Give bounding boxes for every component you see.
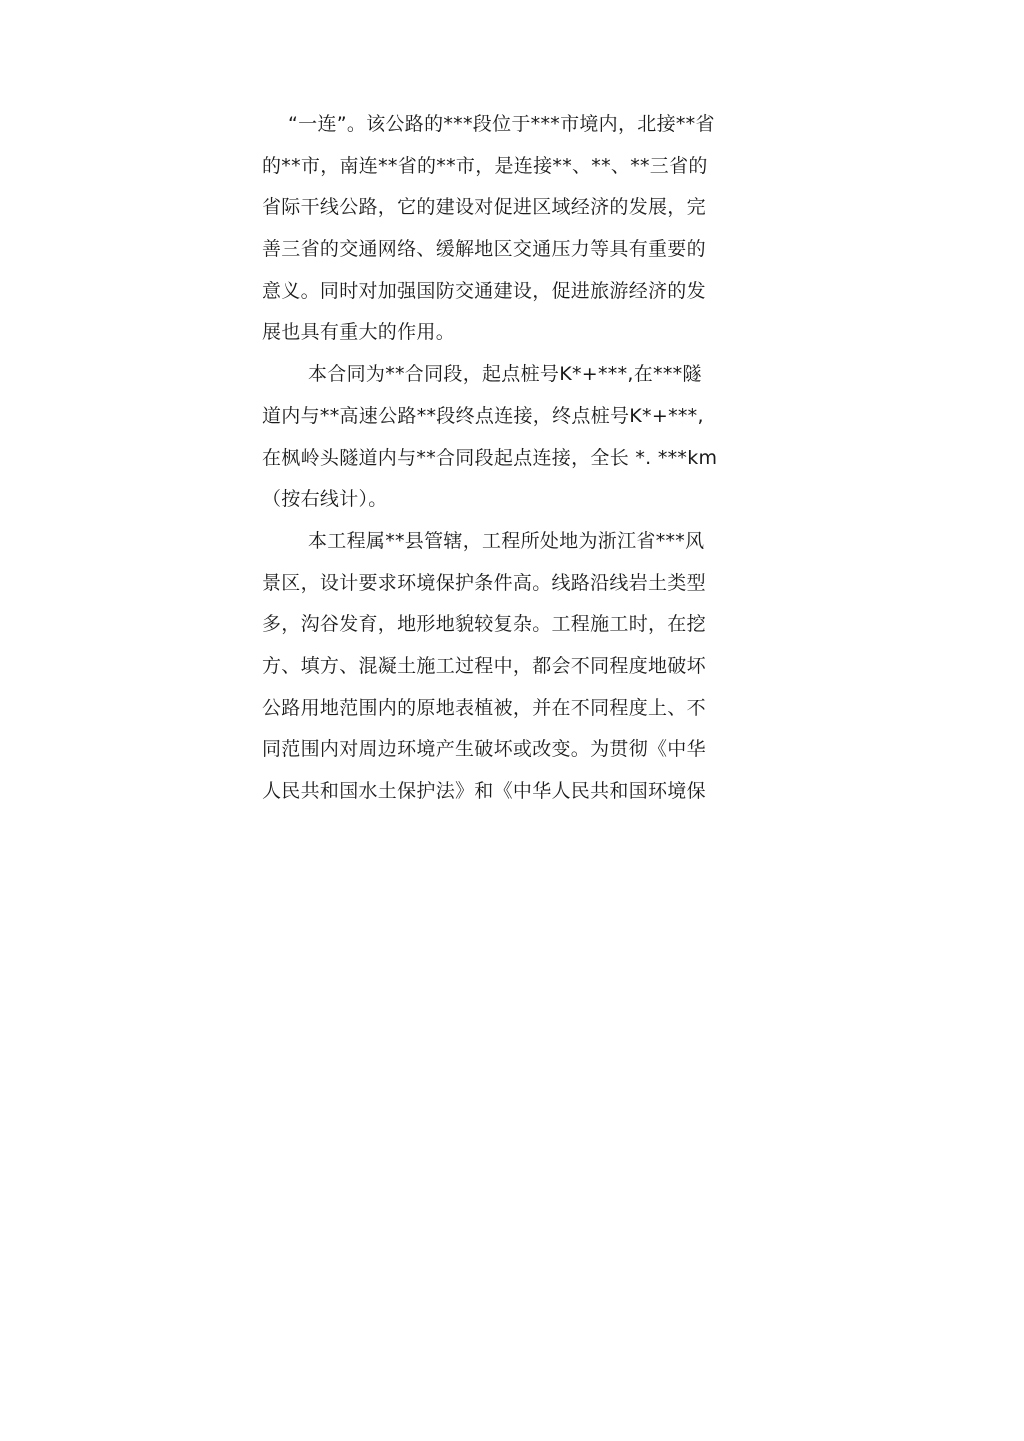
paragraph-line: 方、填方、混凝土施工过程中，都会不同程度地破坏 bbox=[262, 654, 706, 677]
paragraph-line: 在枫岭头隧道内与**合同段起点连接，全长 *. ***km bbox=[262, 446, 718, 469]
paragraph-line: 多，沟谷发育，地形地貌较复杂。工程施工时，在挖 bbox=[262, 613, 706, 636]
paragraph-line: 的**市，南连**省的**市，是连接**、**、**三省的 bbox=[262, 154, 708, 177]
paragraph-3 bbox=[262, 521, 782, 813]
paragraph-line: （按右线计）。 bbox=[262, 488, 388, 511]
body-text bbox=[262, 104, 782, 813]
paragraph-line: 景区，设计要求环境保护条件高。线路沿线岩土类型 bbox=[262, 571, 706, 594]
paragraph-line: 同范围内对周边环境产生破坏或改变。为贯彻《中华 bbox=[262, 738, 706, 761]
paragraph-line: 善三省的交通网络、缓解地区交通压力等具有重要的 bbox=[262, 238, 706, 261]
paragraph-line: 人民共和国水土保护法》和《中华人民共和国环境保 bbox=[262, 780, 706, 802]
paragraph-line: 展也具有重大的作用。 bbox=[262, 321, 456, 344]
paragraph-1 bbox=[262, 104, 782, 354]
paragraph-2 bbox=[262, 354, 782, 521]
paragraph-line: 道内与**高速公路**段终点连接，终点桩号K*+***, bbox=[262, 404, 704, 427]
paragraph-line: 本合同为**合同段，起点桩号K*+***,在***隧 bbox=[308, 363, 702, 386]
paragraph-line: “一连”。该公路的***段位于***市境内，北接**省 bbox=[288, 113, 715, 135]
paragraph-line: 公路用地范围内的原地表植被，并在不同程度上、不 bbox=[262, 696, 706, 719]
paragraph-line: 本工程属**县管辖，工程所处地为浙江省***风 bbox=[308, 529, 705, 552]
paragraph-line: 省际干线公路，它的建设对促进区域经济的发展，完 bbox=[262, 196, 706, 219]
paragraph-line: 意义。同时对加强国防交通建设，促进旅游经济的发 bbox=[262, 279, 706, 302]
